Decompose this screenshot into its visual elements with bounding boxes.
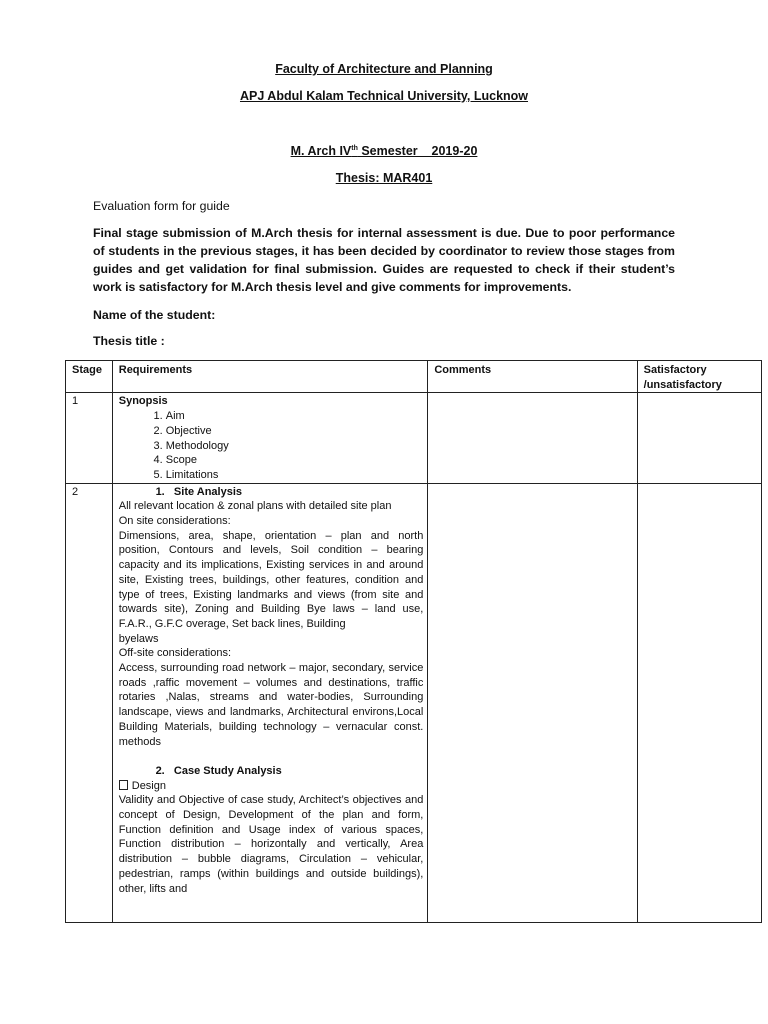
stage-cell: 1: [66, 393, 113, 483]
header-comments: Comments: [428, 361, 637, 393]
table-row: [66, 483, 762, 922]
header-stage: Stage: [66, 361, 113, 393]
off-site-label: Off-site considerations:: [118, 647, 232, 660]
list-item: 1. Aim: [166, 409, 424, 424]
thesis-title-label: Thesis title :: [93, 334, 165, 348]
table-row: [66, 393, 762, 483]
stage-cell: 2: [66, 483, 113, 922]
form-title: Evaluation form for guide: [93, 199, 230, 213]
site-plans-text: All relevant location & zonal plans with detailed site plan: [118, 500, 392, 513]
evaluation-table: [65, 360, 762, 923]
list-item: 3. Methodology: [166, 439, 424, 454]
requirements-cell: [112, 393, 428, 483]
checkbox-icon: [119, 780, 128, 790]
intro-paragraph: Final stage submission of M.Arch thesis for internal assessment is due. Due to poor performance of students in the previous stages, it has been decided by coordinator to review those stages from guides and get validation for final submission. Guides are requested to check if their student’s work is satisfactory for M.Arch thesis level and give comments for improvements.: [93, 226, 675, 294]
off-site-text: Access, surrounding road network – major, secondary, service roads ,raffic movement – volumes and destinations, traffic rotaries ,Nalas, streams and water-bodies, Surrounding landscape, views and landmarks, Architectural environs,Local Building Materials, building technology – vernacular const. methods: [118, 662, 424, 748]
design-label: Design: [131, 779, 166, 792]
synopsis-list: [119, 409, 424, 483]
semester-title: [0, 144, 768, 158]
student-name-label: Name of the student:: [93, 308, 216, 322]
case-study-heading: [119, 764, 424, 779]
spacer: [119, 749, 424, 764]
semester-sup: th: [351, 145, 358, 152]
design-item: [119, 779, 424, 794]
header-satisfactory: [637, 361, 761, 393]
list-item: 2. Objective: [166, 424, 424, 439]
faculty-title: Faculty of Architecture and Planning: [275, 62, 493, 76]
list-item: 4. Scope: [166, 453, 424, 468]
design-text: Validity and Objective of case study, Architect’s objectives and concept of Design, Development of the plan and form, Function definition and Usage index of various spaces, Function distribution – horizontally and vertically, Area distribution – bubble diagrams, Circulation – vehicular, pedestrian, ramps (within buildings and outside buildings), other, lifts and: [118, 794, 424, 895]
requirements-cell: [112, 483, 428, 922]
on-site-text: Dimensions, area, shape, orientation – plan and north position, Contours and levels, Soil condition – bearing capacity and its implications, Existing services in and around site, Existing trees, buildings, other features, condition and type of trees, Existing landmarks and views (from site and towards site), Zoning and Building Bye laws – land use, F.A.R., G.F.C overage, Set back lines, Building: [118, 529, 424, 630]
table-header-row: [66, 361, 762, 393]
header-satisfactory-line1: Satisfactory: [643, 364, 707, 376]
header-requirements: Requirements: [112, 361, 428, 393]
semester-prefix: M. Arch IV: [290, 144, 352, 158]
on-site-label: On site considerations:: [118, 515, 231, 528]
case-study-label: Case Study Analysis: [173, 764, 282, 777]
header-satisfactory-line2: /unsatisfactory: [643, 378, 722, 391]
site-analysis-label: Site Analysis: [173, 485, 242, 498]
satisfactory-cell: [637, 483, 761, 922]
comments-cell: [428, 483, 637, 922]
university-title: APJ Abdul Kalam Technical University, Lucknow: [239, 89, 529, 103]
list-item: 5. Limitations: [166, 468, 424, 483]
satisfactory-cell: [637, 393, 761, 483]
byelaws-text: byelaws: [118, 632, 159, 645]
semester-suffix: Semester 2019-20: [357, 144, 478, 158]
site-analysis-heading: [119, 485, 424, 500]
comments-cell: [428, 393, 637, 483]
case-study-number: 2.: [155, 764, 165, 777]
synopsis-heading: Synopsis: [118, 395, 168, 408]
thesis-code: Thesis: MAR401: [335, 171, 433, 185]
site-analysis-number: 1.: [155, 485, 165, 498]
